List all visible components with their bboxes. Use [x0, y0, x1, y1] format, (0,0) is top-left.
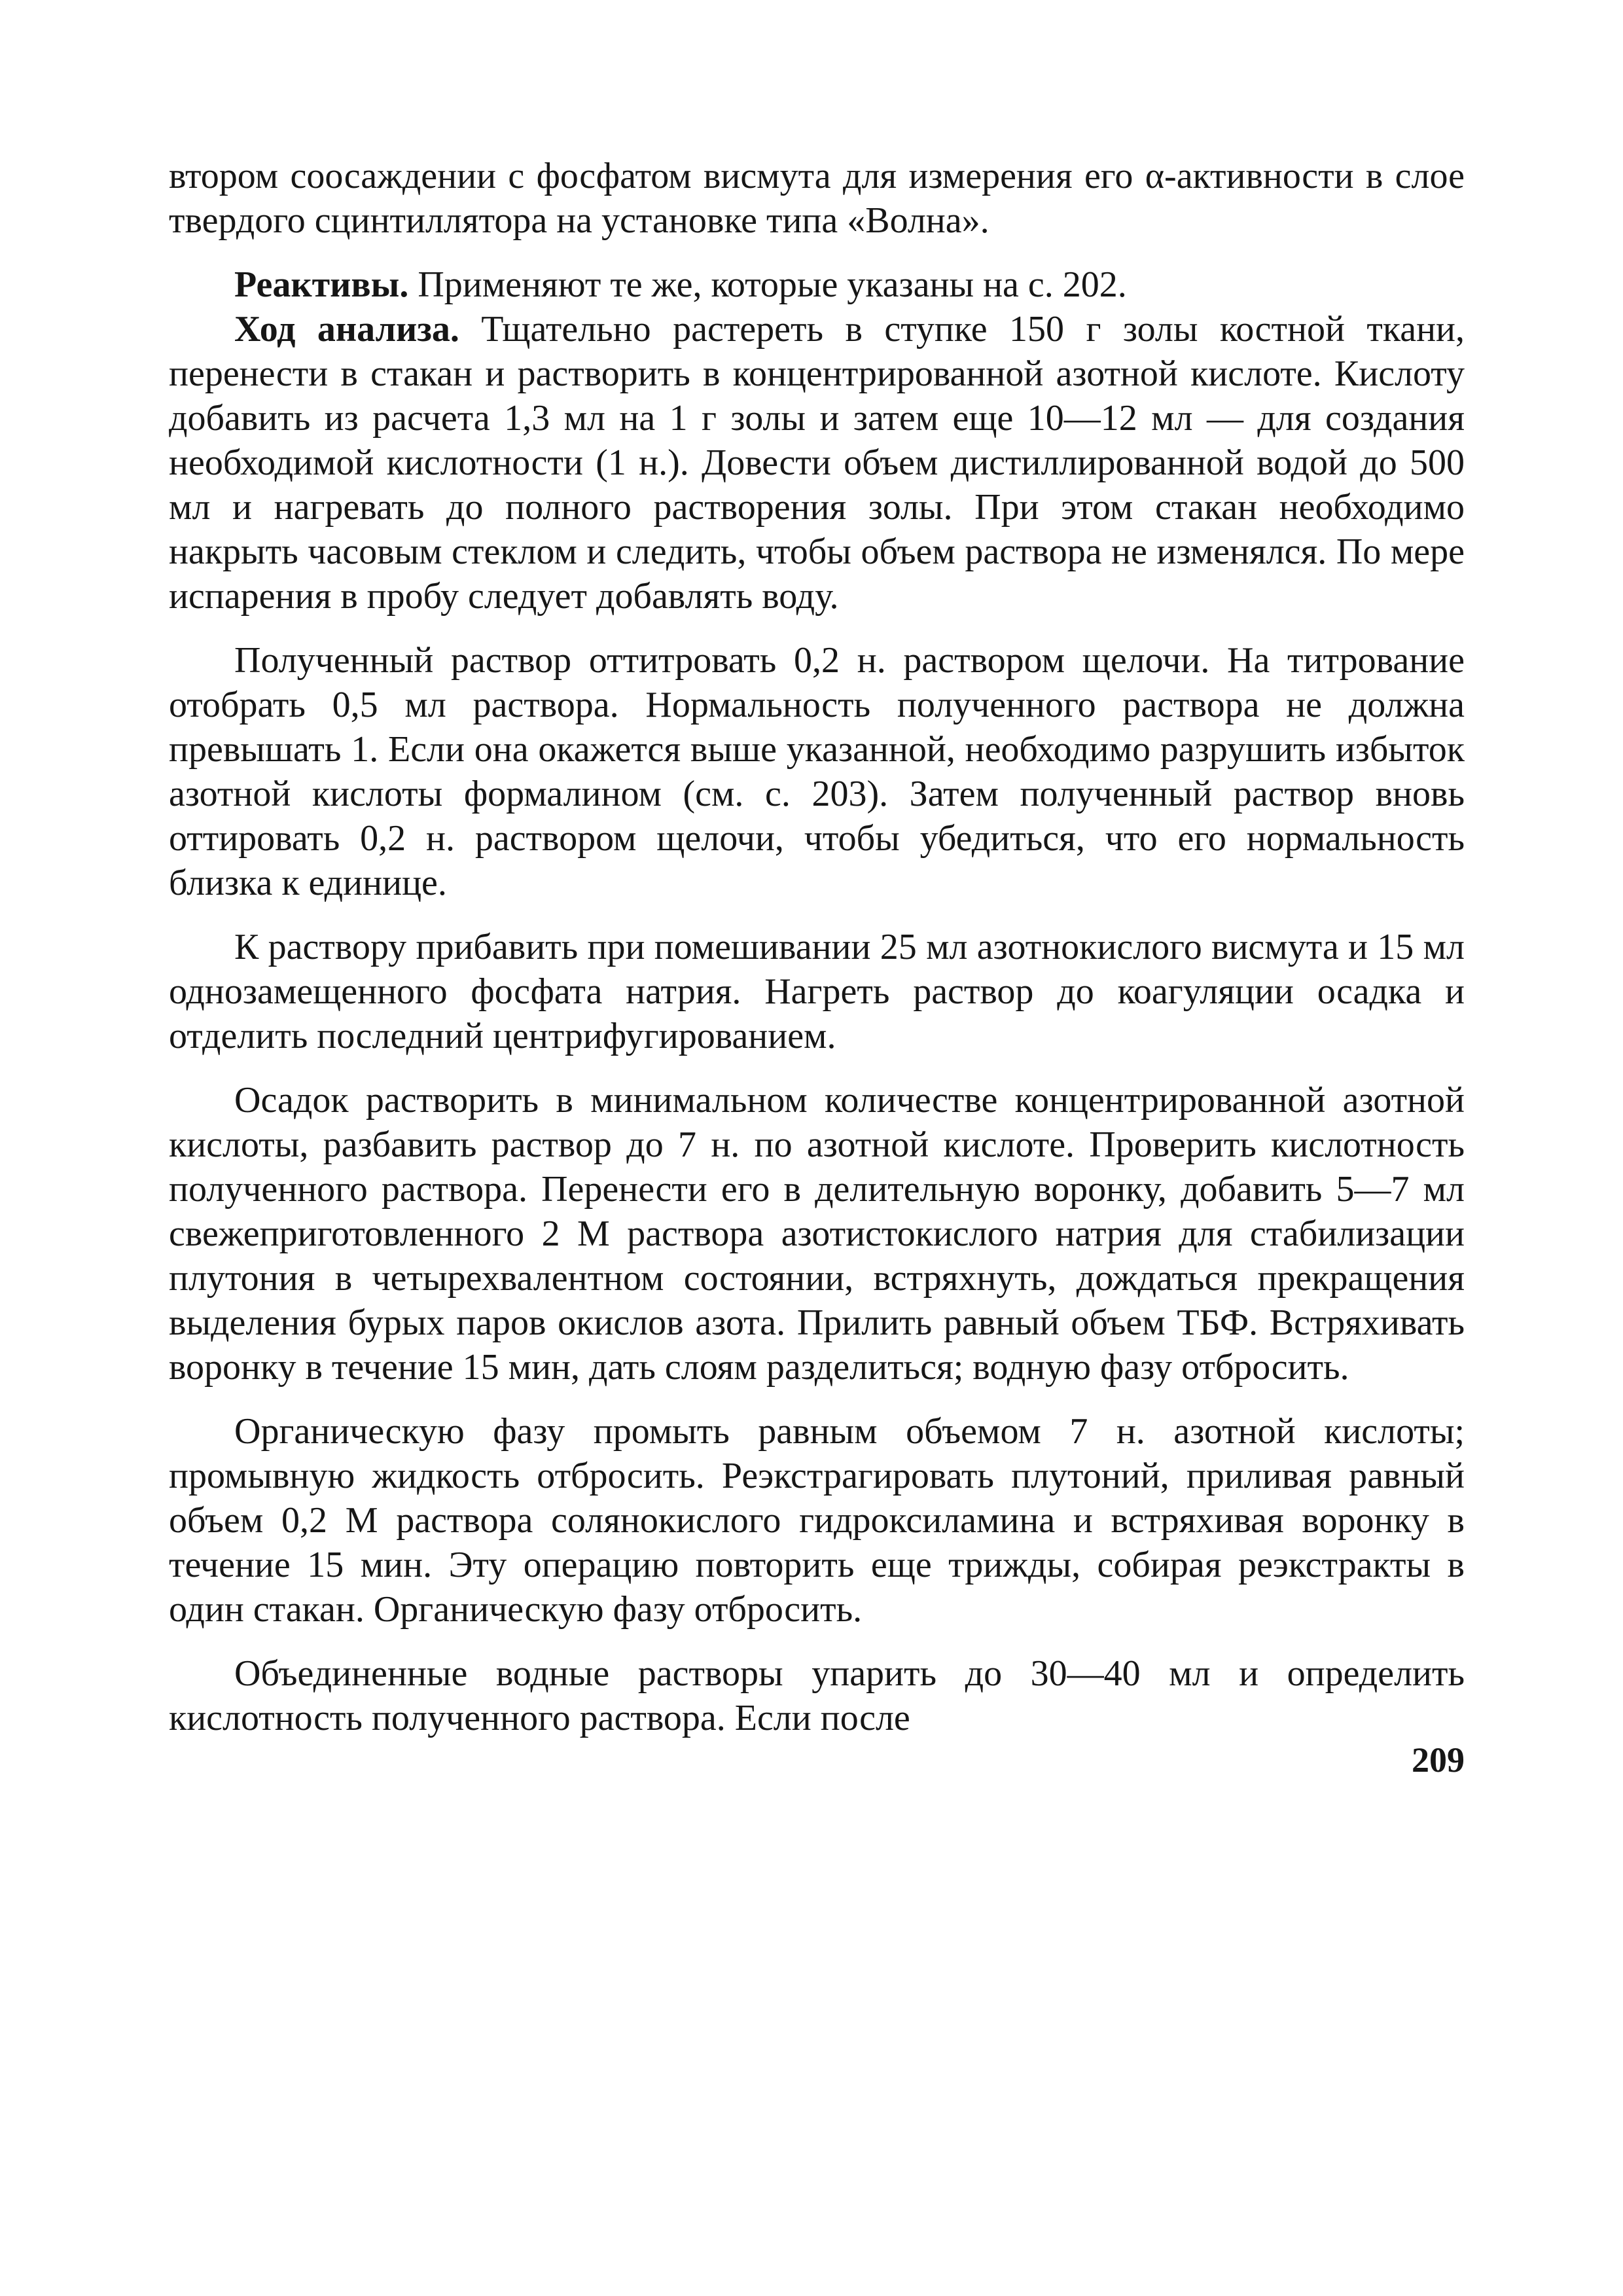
- page-number: 209: [1412, 1740, 1465, 1780]
- procedure-heading: Ход анализа.: [234, 309, 459, 350]
- paragraph-evaporation: Объединенные водные растворы упарить до 30—40 мл и определить кислотность полученного раствора. Если после: [169, 1653, 1465, 1738]
- procedure-text: Тщательно растереть в ступке 150 г золы костной ткани, перенести в стакан и растворить в концентрированной азотной кислоте. Кислоту добавить из расчета 1,3 мл на 1 г золы и затем еще 10—12 мл — для создания необходимой кислотности (1 н.). Довести объем дистиллированной водой до 500 мл и нагревать до полного растворения золы. При этом стакан необходимо накрыть часовым стеклом и следить, чтобы объем раствора не изменялся. По мере испарения в пробу следует добавлять воду.: [169, 309, 1465, 617]
- paragraph-titration: Полученный раствор оттитровать 0,2 н. раствором щелочи. На титрование отобрать 0,5 мл раствора. Нормальность полученного раствора не должна превышать 1. Если она окажется выше указанной, необходимо разрушить избыток азотной кислоты формалином (см. с. 203). Затем полученный раствор вновь оттировать 0,2 н. раствором щелочи, чтобы убедиться, что его нормальность близка к единице.: [169, 640, 1465, 903]
- procedure-paragraph: [169, 307, 1465, 619]
- document-page: [169, 154, 1465, 1780]
- paragraph-reextraction: Органическую фазу промыть равным объемом 7 н. азотной кислоты; промывную жидкость отбросить. Реэкстрагировать плутоний, приливая равный объем 0,2 М раствора солянокислого гидроксиламина и встряхивая воронку в течение 15 мин. Эту операцию повторить еще трижды, собирая реэкстракты в один стакан. Органическую фазу отбросить.: [169, 1411, 1465, 1630]
- reagents-heading: Реактивы.: [234, 264, 409, 305]
- reagents-text: Применяют те же, которые указаны на с. 202.: [418, 264, 1127, 305]
- paragraph-continuation: втором соосаждении с фосфатом висмута для измерения его α-активности в слое твердого сцинтиллятора на установке типа «Волна».: [169, 156, 1465, 241]
- paragraph-extraction: Осадок растворить в минимальном количестве концентрированной азотной кислоты, разбавить раствор до 7 н. по азотной кислоте. Проверить кислотность полученного раствора. Перенести его в делительную воронку, добавить 5—7 мл свежеприготовленного 2 М раствора азотистокислого натрия для стабилизации плутония в четырехвалентном состоянии, встряхнуть, дождаться прекращения выделения бурых паров окислов азота. Прилить равный объем ТБФ. Встряхивать воронку в течение 15 мин, дать слоям разделиться; водную фазу отбросить.: [169, 1080, 1465, 1388]
- reagents-paragraph: [169, 262, 1465, 307]
- paragraph-bismuth: К раствору прибавить при помешивании 25 мл азотнокислого висмута и 15 мл однозамещенного фосфата натрия. Нагреть раствор до коагуляции осадка и отделить последний центрифугированием.: [169, 927, 1465, 1056]
